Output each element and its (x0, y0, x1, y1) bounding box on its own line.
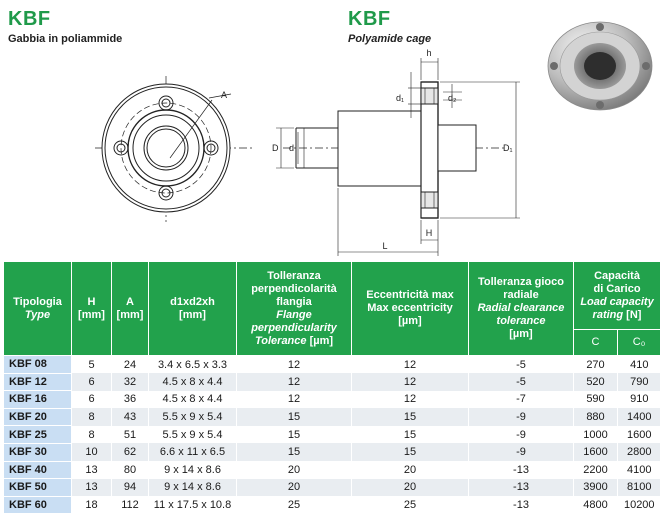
col-header-type: Tipologia Type (4, 262, 72, 356)
col-header-A: A [mm] (112, 262, 149, 356)
label-L: L (382, 241, 388, 251)
label-d2: d₂ (448, 93, 457, 103)
label-d1: d₁ (396, 93, 405, 103)
subtitle-en: Polyamide cage (348, 33, 432, 45)
col-header-load-capacity: Capacità di Carico Load capacity rating [N] (574, 262, 660, 330)
product-photo (538, 6, 656, 114)
table-row: KBF 50 13 94 9 x 14 x 8.6 20 20 -13 3900 8100 (4, 479, 660, 497)
subtitle-it: Gabbia in poliammide (8, 33, 123, 45)
side-view-drawing (276, 58, 520, 256)
table-row: KBF 30 10 62 6.6 x 11 x 6.5 15 15 -9 1600 2800 (4, 443, 660, 461)
col-header-c: C (574, 330, 618, 356)
table-row: KBF 20 8 43 5.5 x 9 x 5.4 15 15 -9 880 1400 (4, 408, 660, 426)
table-row: KBF 60 18 112 11 x 17.5 x 10.8 25 25 -13 4800 10200 (4, 496, 660, 514)
table-body (4, 356, 660, 514)
col-header-c0: C₀ (618, 330, 660, 356)
label-D: D (272, 143, 279, 153)
table-row: KBF 12 6 32 4.5 x 8 x 4.4 12 12 -5 520 790 (4, 373, 660, 391)
specifications-table (3, 261, 660, 514)
product-code-en: KBF (348, 8, 391, 30)
label-A: A (221, 90, 228, 100)
col-header-radial-clearance: Tolleranza gioco radiale Radial clearance tolerance [µm] (469, 262, 574, 356)
label-d: d (289, 143, 295, 153)
label-D1: D₁ (503, 143, 513, 153)
label-H: H (425, 228, 433, 238)
table-row: KBF 16 6 36 4.5 x 8 x 4.4 12 12 -7 590 910 (4, 391, 660, 409)
col-header-flange-tolerance: Tolleranza perpendicolarità flangia Flange perpendicularity Tolerance [µm] (237, 262, 352, 356)
label-h: h (426, 48, 432, 58)
product-code-it: KBF (8, 8, 51, 30)
table-row: KBF 40 13 80 9 x 14 x 8.6 20 20 -13 2200 4100 (4, 461, 660, 479)
col-header-d1xd2xh: d1xd2xh [mm] (149, 262, 237, 356)
col-header-H: H [mm] (72, 262, 112, 356)
table-row: KBF 08 5 24 3.4 x 6.5 x 3.3 12 12 -5 270 410 (4, 356, 660, 374)
table-row: KBF 25 8 51 5.5 x 9 x 5.4 15 15 -9 1000 1600 (4, 426, 660, 444)
front-view-drawing (95, 76, 252, 222)
col-header-eccentricity: Eccentricità max Max eccentricity [µm] (352, 262, 469, 356)
